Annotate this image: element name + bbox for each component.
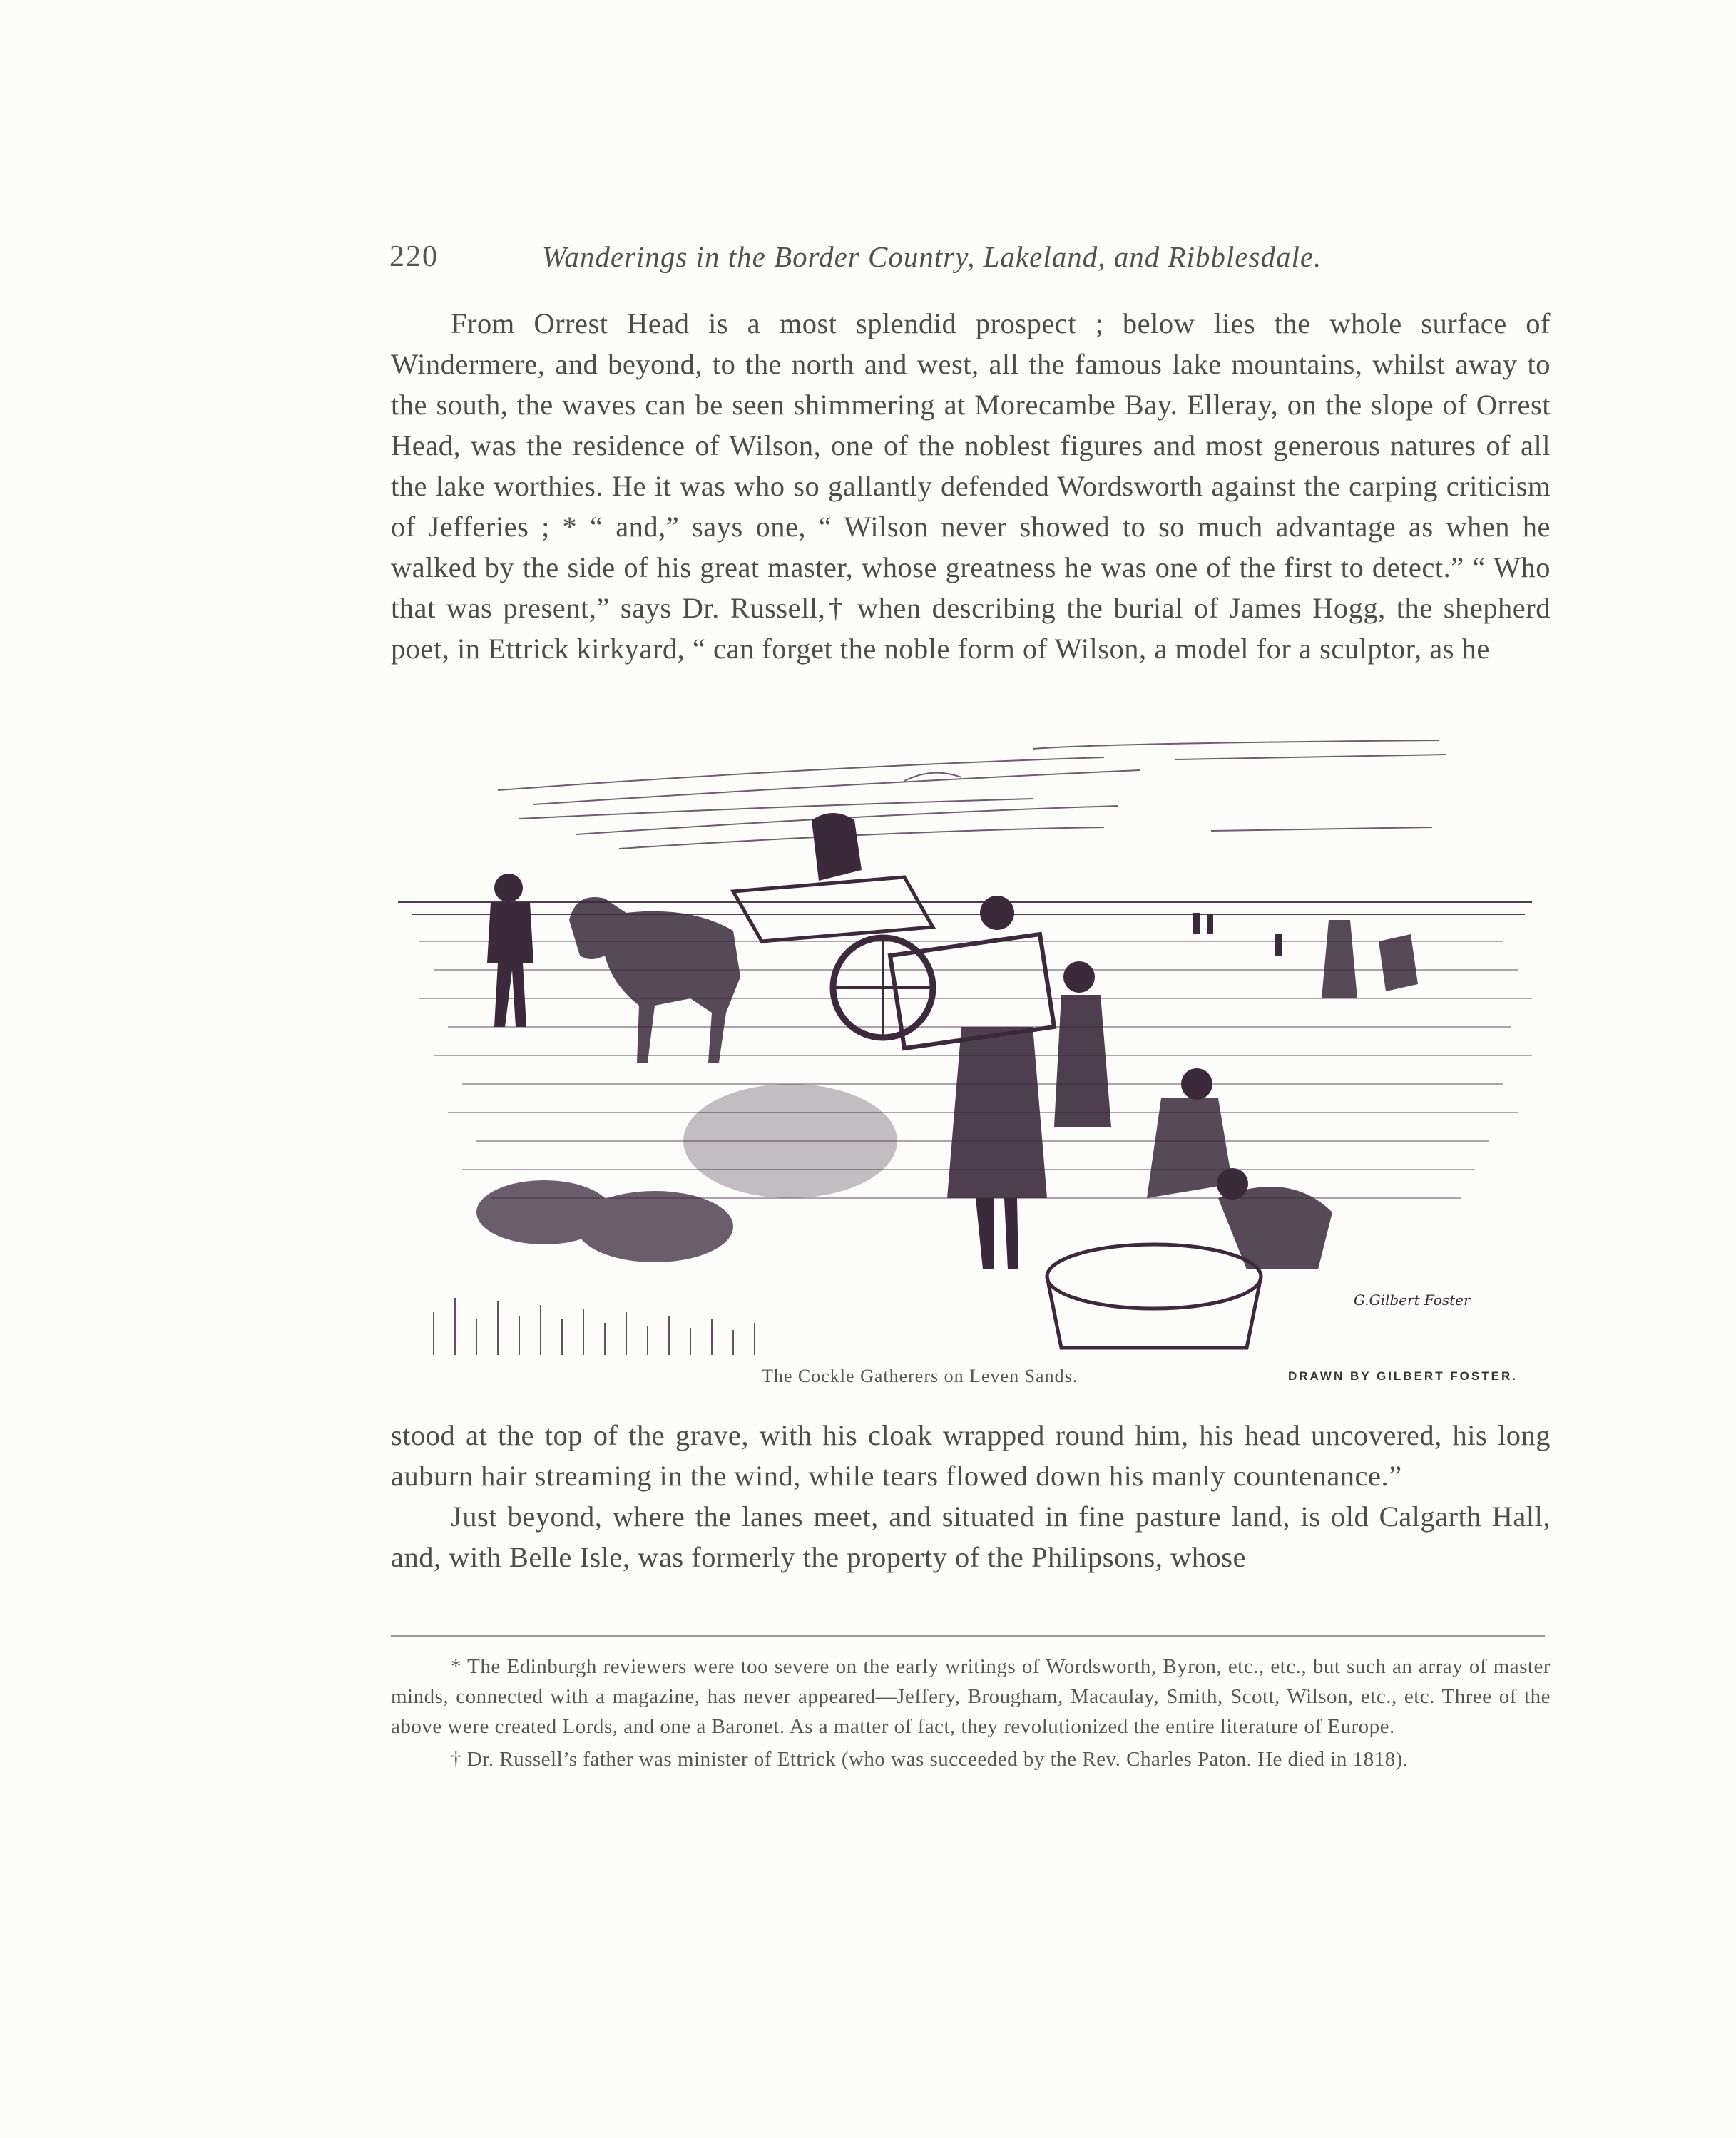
running-title: Wanderings in the Border Country, Lakeland, and Ribblesdale. — [542, 240, 1322, 273]
paragraph-continuation: stood at the top of the grave, with his cloak wrapped round him, his head uncovered, his long auburn hair streaming in the wind, while tears flowed down his manly countenance.” — [391, 1419, 1551, 1492]
footnote-star: * The Edinburgh reviewers were too severe on the early writings of Wordsworth, Byron, etc., etc., but such an array of master minds, connected with a magazine, has never appeared—Jeffery, Brougham, Macaulay, Smith, Scott, Wilson, etc., etc. Three of the above were created Lords, and one a Baronet. As a matter of fact, they revolutionized the entire literature of Europe. — [391, 1655, 1551, 1738]
horizon-line — [398, 902, 1532, 914]
body-paragraph-2 — [391, 1415, 1551, 1577]
woman-with-basket — [890, 896, 1054, 1269]
artist-signature: G.Gilbert Foster — [1354, 1292, 1471, 1309]
figure-credit: DRAWN BY GILBERT FOSTER. — [1288, 1369, 1518, 1383]
foreground-grass — [434, 1298, 755, 1355]
footnotes — [391, 1652, 1551, 1777]
sacks-and-cockles — [476, 1084, 897, 1262]
kneeling-gatherers — [1147, 1068, 1332, 1269]
paragraph-calgarth: Just beyond, where the lanes meet, and situated in fine pasture land, is old Calgarth Hall, and, with Belle Isle, was formerly the property of the Philipsons, whose — [391, 1500, 1551, 1573]
distant-figures — [1193, 913, 1418, 998]
cockle-basket — [1047, 1244, 1261, 1348]
running-header — [389, 240, 1552, 282]
footnote-rule — [391, 1635, 1545, 1637]
illustration-cockle-gatherers — [391, 727, 1551, 1391]
page-number: 220 — [389, 240, 439, 273]
body-paragraph-1 — [391, 303, 1551, 669]
sky-hatching — [498, 740, 1446, 849]
footnote-dagger: † Dr. Russell’s father was minister of Ettrick (who was succeeded by the Rev. Charles Paton. He died in 1818). — [451, 1748, 1409, 1771]
engraving-illustration — [391, 727, 1551, 1355]
paragraph-orrest-head: From Orrest Head is a most splendid prospect ; below lies the whole surface of Windermere, and beyond, to the north and west, all the famous lake mountains, whilst away to the south, the waves can be seen shimmering at Morecambe Bay. Elleray, on the slope of Orrest Head, was the residence of Wilson, one of the noblest figures and most generous natures of all the lake worthies. He it was who so gallantly defended Wordsworth against the carping criticism of Jefferies ; * “ and,” says one, “ Wilson never showed to so much advantage as when he walked by the side of his great master, whose greatness he was one of the first to detect.” “ Who that was present,” says Dr. Russell,† when describing the burial of James Hogg, the shepherd poet, in Ettrick kirkyard, “ can forget the noble form of Wilson, a model for a sculptor, as he — [391, 307, 1551, 665]
man-with-horse — [487, 874, 533, 1027]
horse-and-cart — [569, 813, 933, 1063]
figure-caption: The Cockle Gatherers on Leven Sands. — [762, 1366, 1078, 1386]
child-figure — [1054, 961, 1111, 1127]
